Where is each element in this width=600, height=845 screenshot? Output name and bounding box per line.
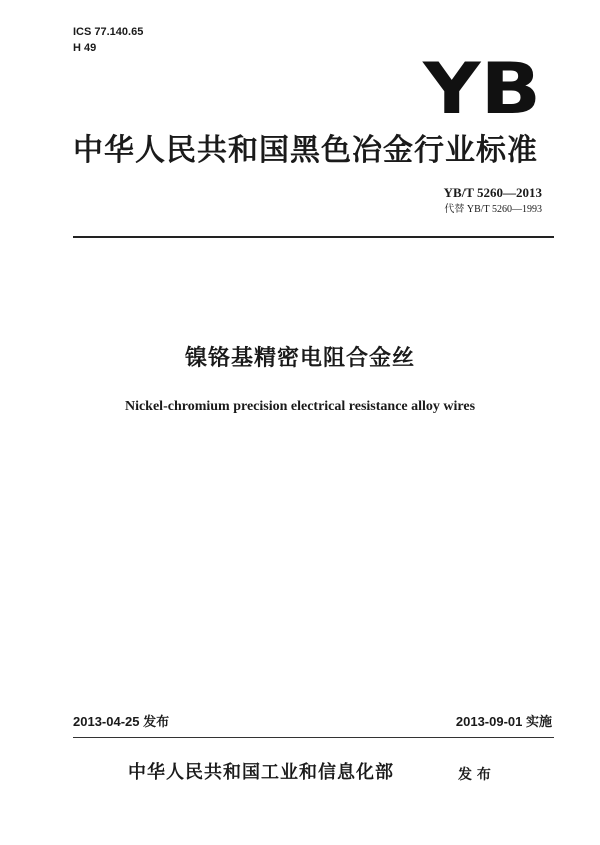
ics-code: ICS 77.140.65 [73,26,144,38]
yb-logo [422,58,542,116]
title-chinese: 镍铬基精密电阻合金丝 [184,346,415,371]
publisher-name: 中华人民共和国工业和信息化部 [128,762,394,783]
publish-label: 发 布 [458,767,491,783]
yb-logo-text: YB [422,58,541,116]
replaces-standard: 代替 YB/T 5260—1993 [444,204,542,215]
implementation-date: 2013-09-01 实施 [455,714,552,729]
classification-code: H 49 [73,42,97,54]
footer-divider [73,737,554,738]
header-divider [73,236,554,238]
title-english: Nickel-chromium precision electrical resistance alloy wires [124,399,476,414]
organization-title: 中华人民共和国黑色冶金行业标准 [73,133,538,168]
issue-date: 2013-04-25 发布 [73,714,170,729]
standard-number: YB/T 5260—2013 [443,185,542,200]
